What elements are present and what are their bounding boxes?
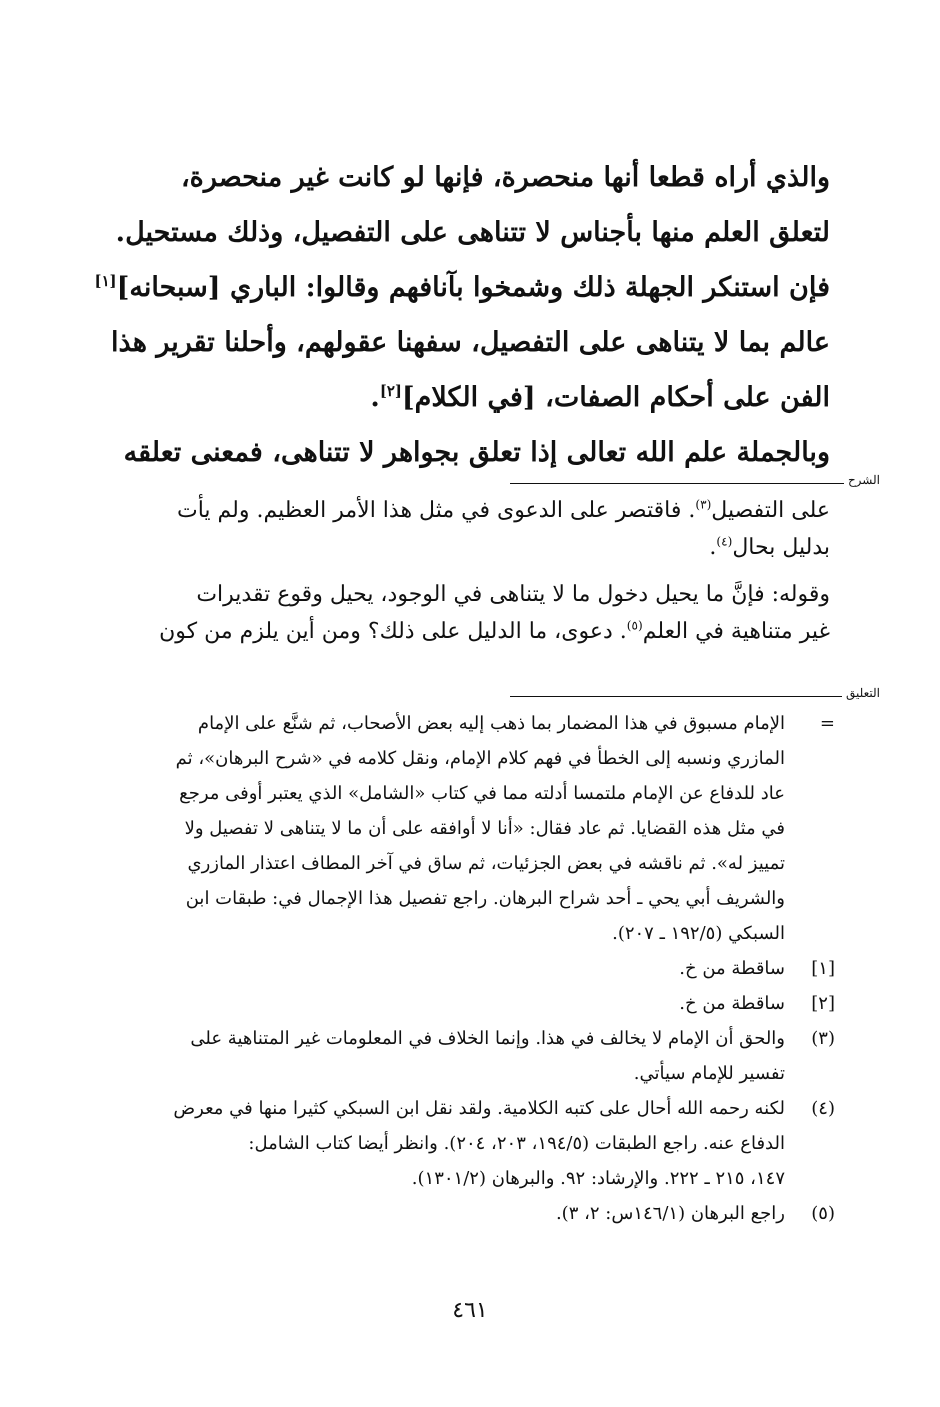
main-line: الفن على أحكام الصفات، [في الكلام][٢]. (370, 382, 830, 413)
footnote-marker: = (819, 713, 835, 734)
sharh-line: بدليل بحال$^{(٤)}$. (709, 534, 830, 560)
main-line: فإن استنكر الجهلة ذلك وشمخوا بآنافهم وقالوا: الباري [سبحانه][١] (94, 272, 830, 303)
divider-line (510, 483, 844, 484)
footnote-marker: (٤) (811, 1098, 835, 1119)
footnote (110, 706, 835, 951)
main-line: لتعلق العلم منها بأجناس لا تتناهى على التفصيل، وذلك مستحيل. (115, 217, 830, 248)
footnote-body: راجع البرهان (١٤٦/١س: ٢، ٣). (555, 1203, 785, 1224)
sharh-divider (510, 467, 880, 487)
footnote (110, 1196, 835, 1231)
main-line: عالم بما لا يتناهى على التفصيل، سفهنا عقولهم، وأحلنا تقرير هذا (111, 327, 830, 358)
footnote (110, 1021, 835, 1091)
sharh-line: وقوله: فإنَّ ما يحيل دخول ما لا يتناهى في الوجود، يحيل وقوع تقديرات (196, 582, 830, 607)
sharh-line: غير متناهية في العلم$^{(٥)}$. دعوى، ما الدليل على ذلك؟ ومن أين يلزم من كون (159, 618, 830, 644)
page-number: ٤٦١ (452, 1298, 488, 1323)
footnote-body: لكنه رحمه الله أحال على كتبه الكلامية. ولقد نقل ابن السبكي كثيرا منها في معرض الدفاع عنه. راجع الطبقات (١٩٤/٥، ٢٠٣، ٢٠٤). وانظر أيضا كتاب الشامل: ١٤٧، ٢١٥ ـ ٢٢٢. والإرشاد: ٩٢. والبرهان (١٣٠١/٢). (173, 1098, 785, 1189)
footnote-body: ساقطة من خ. (679, 958, 785, 979)
footnote-ref: [١] (94, 272, 117, 290)
sharh-text (110, 492, 830, 650)
footnote-marker: (٥) (811, 1203, 835, 1224)
taliq-divider (510, 680, 880, 700)
divider-line (510, 696, 842, 697)
sharh-line: على التفصيل$^{(٣)}$. فاقتصر على الدعوى في مثل هذا الأمر العظيم. ولم يأت (176, 497, 830, 523)
footnote-marker: [١] (811, 958, 835, 979)
footnote-ref: (٣) (695, 497, 712, 512)
sharh-label: الشرح (847, 473, 880, 487)
taliq-label: التعليق (845, 686, 880, 700)
main-line: والذي أراه قطعا أنها منحصرة، فإنها لو كانت غير منحصرة، (180, 162, 830, 193)
footnote-body: الإمام مسبوق في هذا المضمار بما ذهب إليه بعض الأصحاب، ثم شنَّع على الإمام المازري ونسبه إلى الخطأ في فهم كلام الإمام، ونقل كلامه في «شرح البرهان»، ثم عاد للدفاع عن الإمام ملتمسا أدلته مما في كتاب «الشامل» الذي يعتبر أوفى مرجع في مثل هذه القضايا. ثم عاد فقال: «أنا لا أوافقه على أن ما لا يتناهى لا تفصيل ولا تمييز له». ثم ناقشه في بعض الجزئيات، ثم ساق في آخر المطاف اعتذار المازري والشريف أبي يحي ـ أحد شراح البرهان. راجع تفصيل هذا الإجمال في: طبقات ابن السبكي (١٩٢/٥ ـ ٢٠٧). (175, 713, 785, 944)
footnotes (110, 706, 835, 1231)
footnote-ref: (٤) (716, 534, 733, 549)
footnote-marker: [٢] (811, 993, 835, 1014)
footnote (110, 951, 835, 986)
footnote-body: والحق أن الإمام لا يخالف في هذا. وإنما الخلاف في المعلومات غير المتناهية على تفسير للإمام سيأتي. (190, 1028, 785, 1084)
footnote-body: ساقطة من خ. (679, 993, 785, 1014)
main-text (94, 150, 830, 480)
footnote-marker: (٣) (811, 1028, 835, 1049)
footnote (110, 986, 835, 1021)
footnote (110, 1091, 835, 1196)
footnote-ref: [٢] (379, 382, 402, 400)
footnote-ref: (٥) (626, 618, 643, 633)
main-line: وبالجملة علم الله تعالى إذا تعلق بجواهر لا تتناهى، فمعنى تعلقه (123, 437, 830, 468)
